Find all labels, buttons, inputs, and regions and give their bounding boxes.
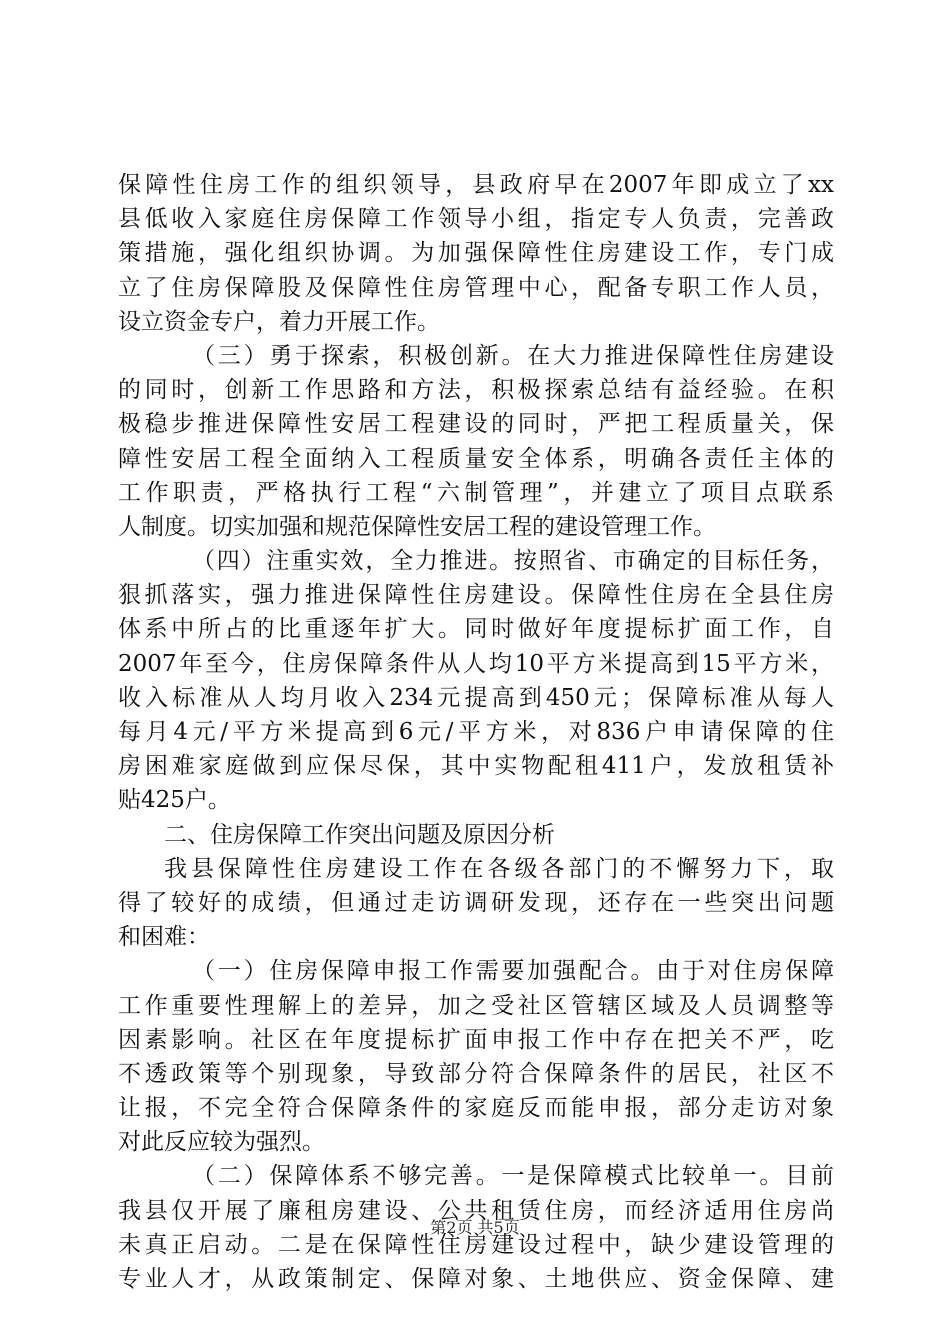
text-line: 不透政策等个别现象，导致部分符合保障条件的居民，社区不 [118, 1060, 834, 1087]
text-line: （三）勇于探索，积极创新。在大力推进保障性住房建设 [192, 342, 834, 369]
text-line: 工作重要性理解上的差异，加之受社区管辖区域及人员调整等 [118, 992, 834, 1019]
text-line: 贴425户。 [118, 787, 231, 814]
text-line: 狠抓落实，强力推进保障性住房建设。保障性住房在全县住房 [118, 582, 834, 609]
text-line: （一）住房保障申报工作需要加强配合。由于对住房保障 [192, 958, 834, 985]
text-line: 让报，不完全符合保障条件的家庭反而能申报，部分走访对象 [118, 1095, 834, 1122]
text-line: 二、住房保障工作突出问题及原因分析 [164, 821, 555, 848]
text-line: 体系中所占的比重逐年扩大。同时做好年度提标扩面工作，自 [118, 616, 834, 643]
text-line: 立了住房保障股及保障性住房管理中心，配备专职工作人员， [118, 274, 834, 301]
text-line: 工作职责，严格执行工程“六制管理”，并建立了项目点联系 [118, 479, 834, 506]
text-line: 策措施，强化组织协调。为加强保障性住房建设工作，专门成 [118, 240, 834, 267]
text-line: 我县保障性住房建设工作在各级各部门的不懈努力下，取 [164, 855, 834, 882]
text-line: （四）注重实效，全力推进。按照省、市确定的目标任务， [192, 548, 834, 575]
text-line: 障性安居工程全面纳入工程质量安全体系，明确各责任主体的 [118, 445, 834, 472]
text-line: 因素影响。社区在年度提标扩面申报工作中存在把关不严，吃 [118, 1026, 834, 1053]
text-line: 2007年至今，住房保障条件从人均10平方米提高到15平方米， [118, 650, 834, 677]
text-line: 收入标准从人均月收入234元提高到450元；保障标准从每人 [118, 684, 834, 711]
text-line: （二）保障体系不够完善。一是保障模式比较单一。目前 [192, 1163, 834, 1190]
text-line: 对此反应较为强烈。 [118, 1129, 325, 1156]
text-line: 极稳步推进保障性安居工程建设的同时，严把工程质量关，保 [118, 411, 834, 438]
text-line: 我县仅开展了廉租房建设、公共租赁住房，而经济适用住房尚 [118, 1197, 834, 1224]
text-line: 得了较好的成绩，但通过走访调研发现，还存在一些突出问题 [118, 889, 834, 916]
text-line: 房困难家庭做到应保尽保，其中实物配租411户，发放租赁补 [118, 753, 834, 780]
text-line: 设立资金专户，着力开展工作。 [118, 308, 440, 335]
text-line: 每月4元/平方米提高到6元/平方米，对836户申请保障的住 [118, 719, 834, 745]
text-line: 的同时，创新工作思路和方法，积极探索总结有益经验。在积 [118, 377, 834, 404]
text-line: 未真正启动。二是在保障性住房建设过程中，缺少建设管理的 [118, 1231, 834, 1258]
text-line: 专业人才，从政策制定、保障对象、土地供应、资金保障、建 [118, 1266, 834, 1292]
document-body [118, 168, 834, 1296]
page-footer: 第2页 共5页 [430, 1218, 520, 1237]
text-line: 县低收入家庭住房保障工作领导小组，指定专人负责，完善政 [118, 206, 834, 233]
text-line: 保障性住房工作的组织领导，县政府早在2007年即成立了xx [118, 172, 834, 198]
text-line: 和困难： [118, 924, 210, 951]
text-line: 人制度。切实加强和规范保障性安居工程的建设管理工作。 [118, 513, 716, 540]
